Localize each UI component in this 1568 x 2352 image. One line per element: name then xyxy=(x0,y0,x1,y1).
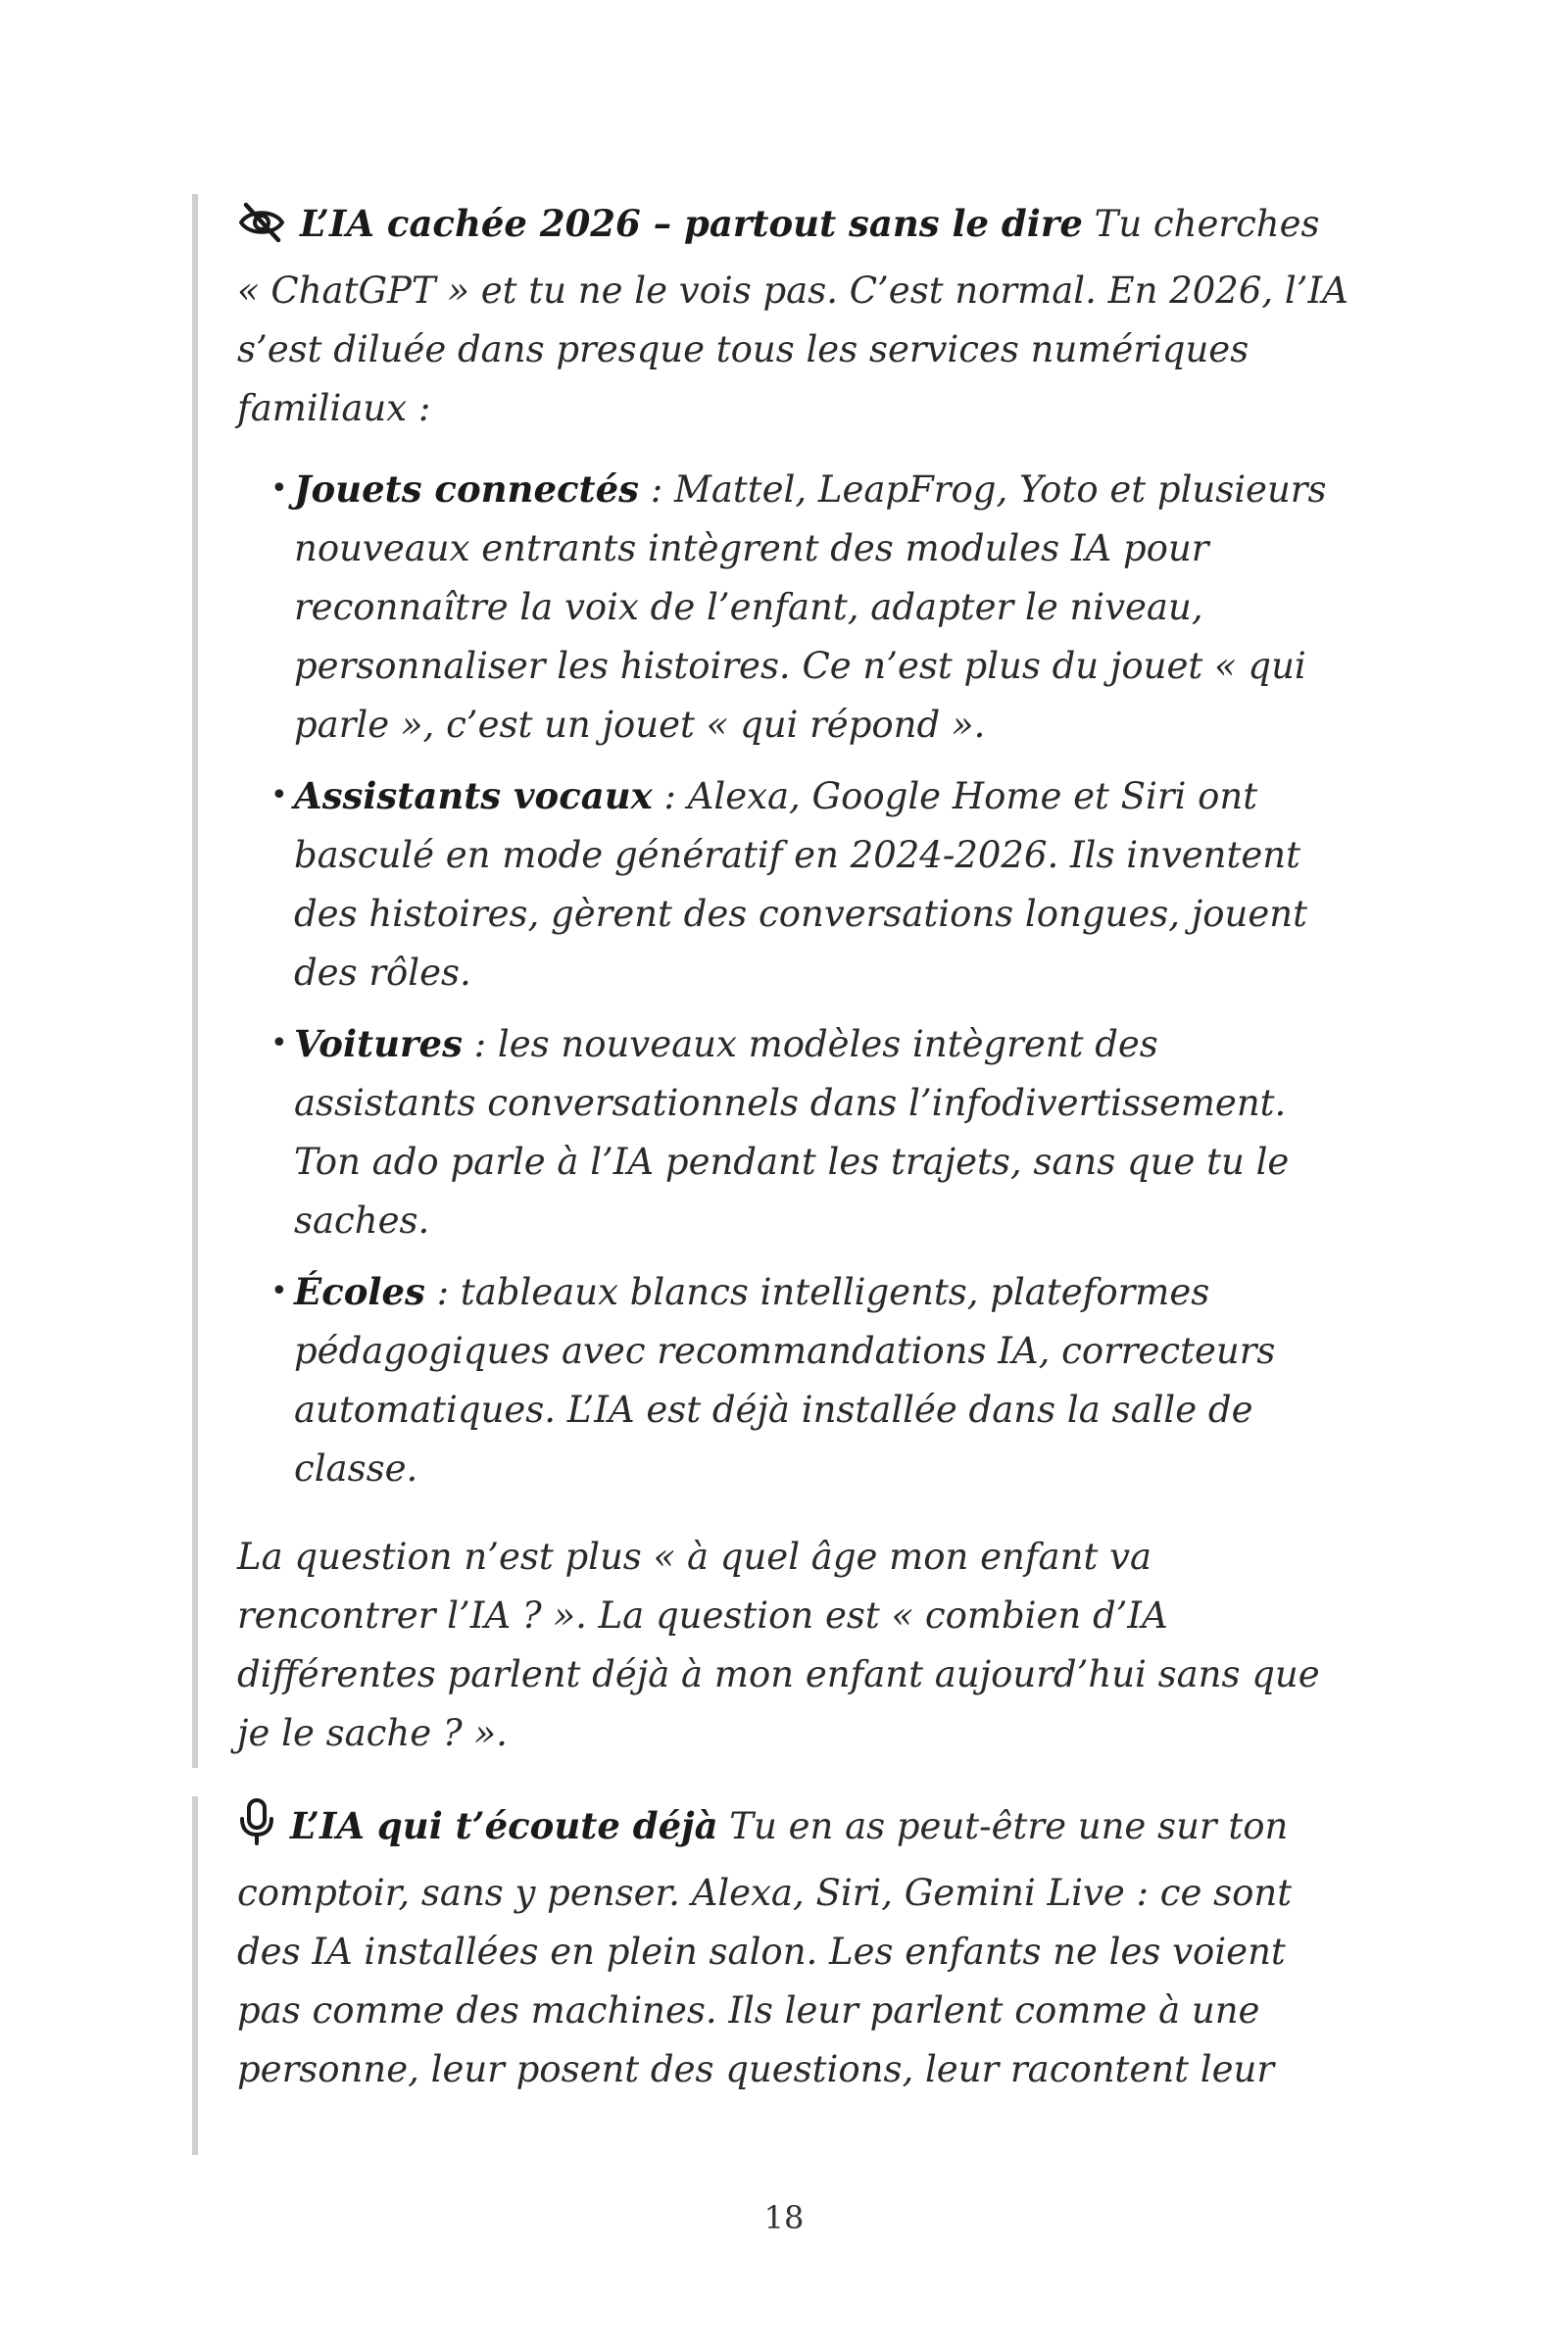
list-item xyxy=(294,460,1348,755)
bullet-text: : tableaux blancs intelligents, plateformes pédagogiques avec recommandations IA, correcteurs automatiques. L’IA est déjà installée dans la salle de classe. xyxy=(294,1271,1276,1490)
listening-paragraph xyxy=(237,1796,1348,2099)
intro-paragraph xyxy=(237,194,1348,438)
bullet-text: : Alexa, Google Home et Siri ont basculé en mode génératif en 2024-2026. Ils inventent des histoires, gèrent des conversations longues, jouent des rôles. xyxy=(294,775,1307,994)
section-heading: L’IA qui t’écoute déjà xyxy=(290,1804,718,1847)
callout-hidden-ai xyxy=(192,194,1348,1768)
list-item xyxy=(294,1262,1348,1498)
bullet-text: : Mattel, LeapFrog, Yoto et plusieurs nouveaux entrants intègrent des modules IA pour reconnaître la voix de l’enfant, adapter le niveau, personnaliser les histoires. Ce n’est plus du jouet « qui parle », c’est un jouet « qui répond ». xyxy=(294,468,1327,746)
closing-paragraph: La question n’est plus « à quel âge mon enfant va rencontrer l’IA ? ». La question est « combien d’IA différentes parlent déjà à mon enfant aujourd’hui sans que je le sache ? ». xyxy=(237,1536,1320,1754)
intro-text: Tu cherches « ChatGPT » et tu ne le vois pas. C’est normal. En 2026, l’IA s’est diluée dans presque tous les services numériques familiaux : xyxy=(237,203,1348,429)
section-heading: L’IA cachée 2026 – partout sans le dire xyxy=(300,202,1083,245)
bullet-term: Jouets connectés xyxy=(294,467,639,511)
microphone-icon xyxy=(237,1797,276,1864)
list-item xyxy=(294,1014,1348,1250)
bullet-list xyxy=(237,460,1348,1498)
page-number: 18 xyxy=(763,2199,805,2236)
list-item xyxy=(294,766,1348,1003)
callout-listening-ai xyxy=(192,1796,1348,2155)
listening-text: Tu en as peut-être une sur ton comptoir, sans y penser. Alexa, Siri, Gemini Live : ce sont des IA installées en plein salon. Les enfants ne les voient pas comme des machines. Ils leur parlent comme à une personne, leur posent des questions, leur racontent leur xyxy=(237,1805,1293,2090)
eye-slash-icon xyxy=(237,201,286,262)
bullet-term: Assistants vocaux xyxy=(294,774,653,817)
bullet-text: : les nouveaux modèles intègrent des assistants conversationnels dans l’infodivertissement. Ton ado parle à l’IA pendant les trajets, sans que tu le saches. xyxy=(294,1023,1290,1242)
bullet-term: Écoles xyxy=(294,1270,425,1313)
bullet-term: Voitures xyxy=(294,1022,463,1065)
